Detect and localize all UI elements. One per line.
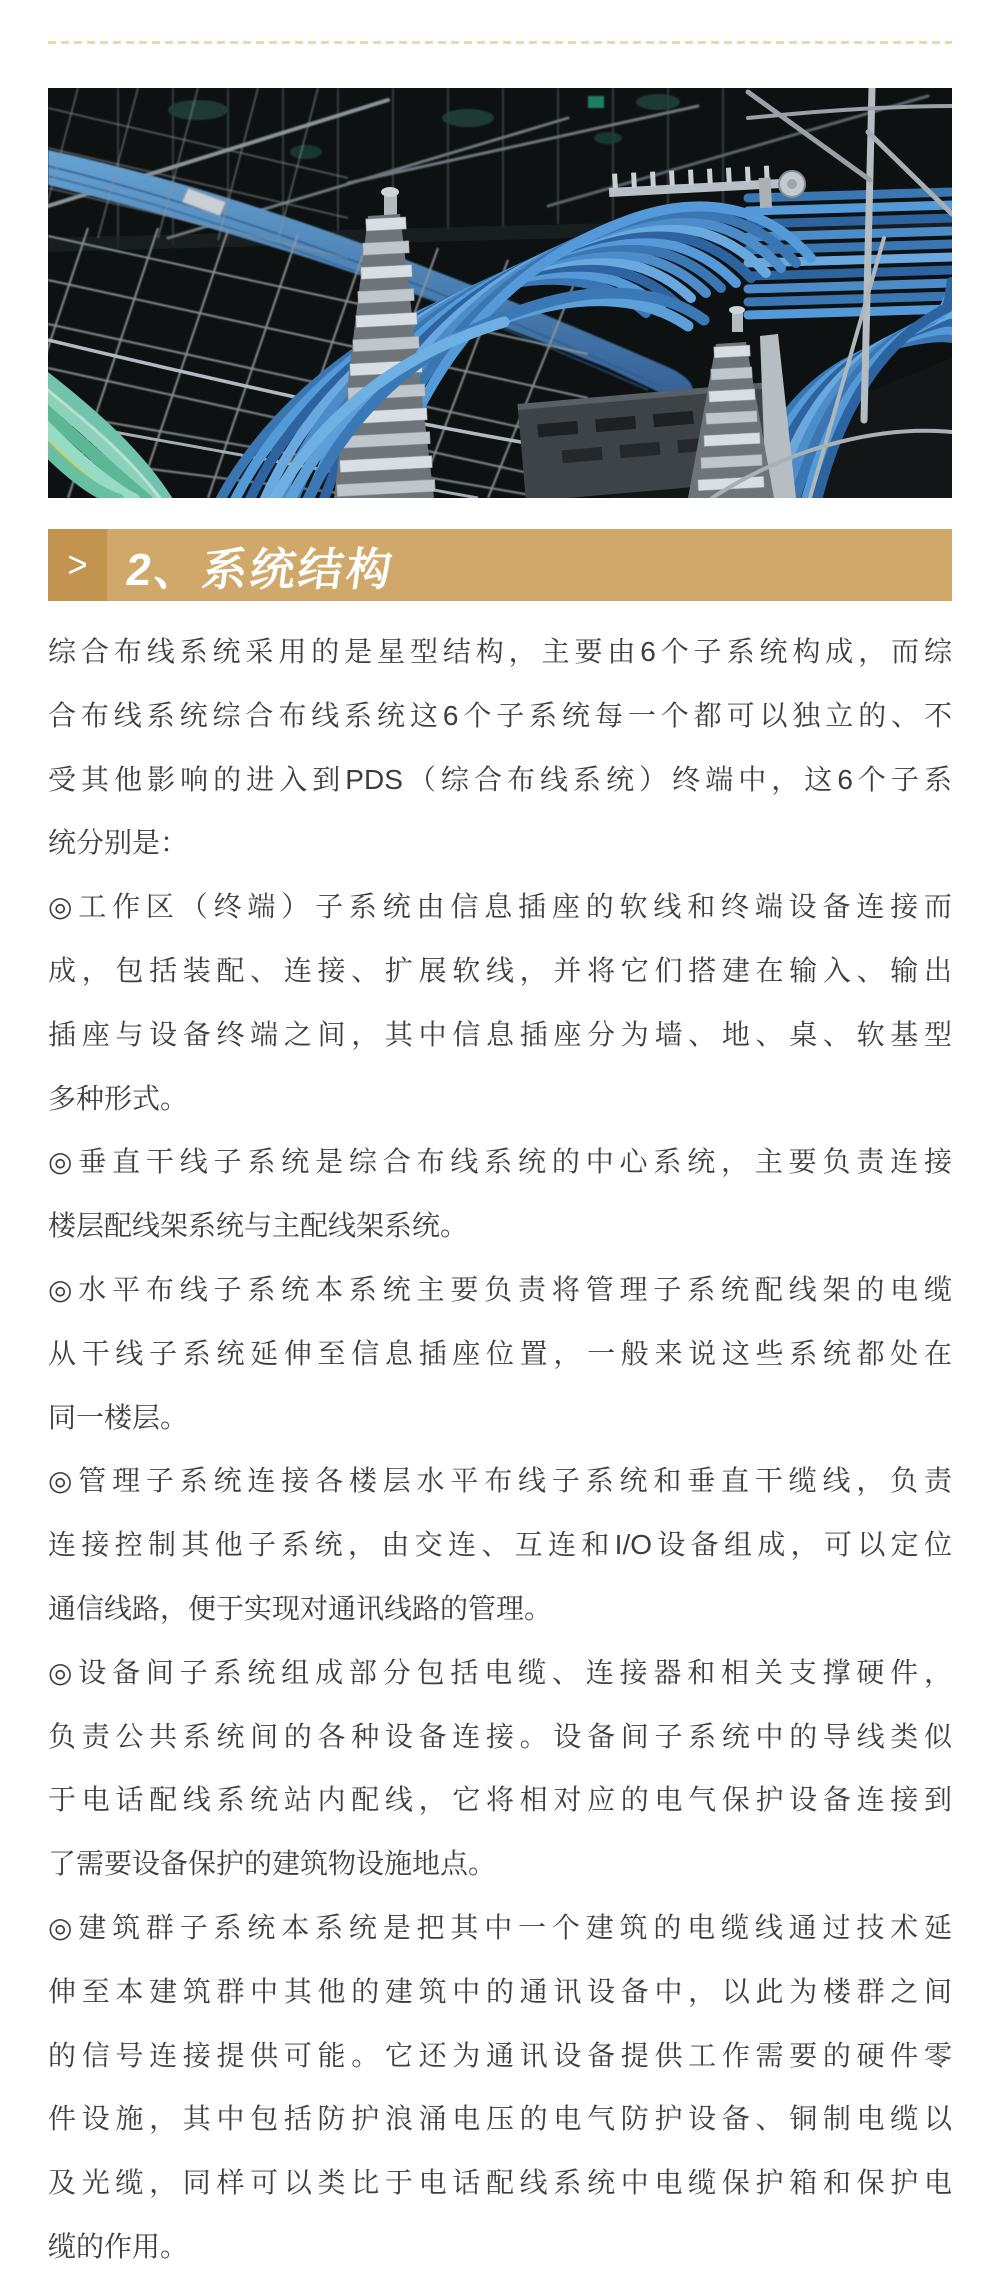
text-line: 件设施，其中包括防护浪涌电压的电气防护设备、铜制电缆以 — [48, 2103, 952, 2135]
article-body — [48, 620, 952, 2279]
paragraph — [48, 1449, 952, 1640]
text-line: 于电话配线系统站内配线，它将相对应的电气保护设备连接到 — [48, 1784, 952, 1816]
cable-tray-photo-illustration — [48, 88, 952, 498]
text-line: ◎设备间子系统组成部分包括电缆、连接器和相关支撑硬件， — [48, 1656, 952, 1688]
text-line: ◎垂直干线子系统是综合布线系统的中心系统，主要负责连接 — [48, 1146, 952, 1178]
paragraph — [48, 1258, 952, 1449]
text-line: 连接控制其他子系统，由交连、互连和I/O设备组成，可以定位 — [48, 1529, 952, 1561]
text-line: 楼层配线架系统与主配线架系统。 — [48, 1210, 469, 1242]
text-line: 通信线路，便于实现对通讯线路的管理。 — [48, 1592, 553, 1624]
chevron-right-icon: > — [67, 544, 88, 586]
text-line: 的信号连接提供可能。它还为通讯设备提供工作需要的硬件零 — [48, 2039, 952, 2071]
text-line: ◎管理子系统连接各楼层水平布线子系统和垂直干缆线，负责 — [48, 1465, 952, 1497]
text-line: 综合布线系统采用的是星型结构，主要由6个子系统构成，而综 — [48, 636, 952, 667]
section-banner — [48, 529, 952, 601]
chevron-badge — [48, 529, 107, 601]
text-line: 伸至本建筑群中其他的建筑中的通讯设备中，以此为楼群之间 — [48, 1975, 952, 2007]
text-line: 同一楼层。 — [48, 1401, 189, 1433]
text-line: 缆的作用。 — [48, 2230, 189, 2262]
section-title: 2、系统结构 — [123, 543, 398, 595]
text-line: 及光缆，同样可以类比于电话配线系统中电缆保护箱和保护电 — [48, 2167, 952, 2199]
text-line: 从干线子系统延伸至信息插座位置，一般来说这些系统都处在 — [48, 1337, 952, 1369]
text-line: ◎工作区（终端）子系统由信息插座的软线和终端设备连接而 — [48, 891, 952, 923]
text-line: 受其他影响的进入到PDS（综合布线系统）终端中，这6个子系 — [48, 763, 952, 795]
paragraph — [48, 875, 952, 1130]
text-line: 合布线系统综合布线系统这6个子系统每一个都可以独立的、不 — [48, 699, 952, 731]
frame-bolt-center — [787, 179, 797, 189]
cable-tray-photo — [48, 88, 952, 498]
text-line: 插座与设备终端之间，其中信息插座分为墙、地、桌、软基型 — [48, 1018, 952, 1050]
text-line: 了需要设备保护的建筑物设施地点。 — [48, 1848, 497, 1880]
paragraph — [48, 1896, 952, 2279]
dashed-divider — [48, 41, 952, 44]
text-line: ◎建筑群子系统本系统是把其中一个建筑的电缆线通过技术延 — [48, 1911, 952, 1943]
text-line: 多种形式。 — [48, 1082, 189, 1114]
text-line: 成，包括装配、连接、扩展软线，并将它们搭建在输入、输出 — [48, 954, 952, 986]
text-line: ◎水平布线子系统本系统主要负责将管理子系统配线架的电缆 — [48, 1273, 952, 1305]
paragraph — [48, 1130, 952, 1258]
text-line: 统分别是： — [48, 827, 189, 859]
paragraph — [48, 1641, 952, 1896]
text-line: 负责公共系统间的各种设备连接。设备间子系统中的导线类似 — [48, 1720, 952, 1752]
paragraph — [48, 620, 952, 875]
